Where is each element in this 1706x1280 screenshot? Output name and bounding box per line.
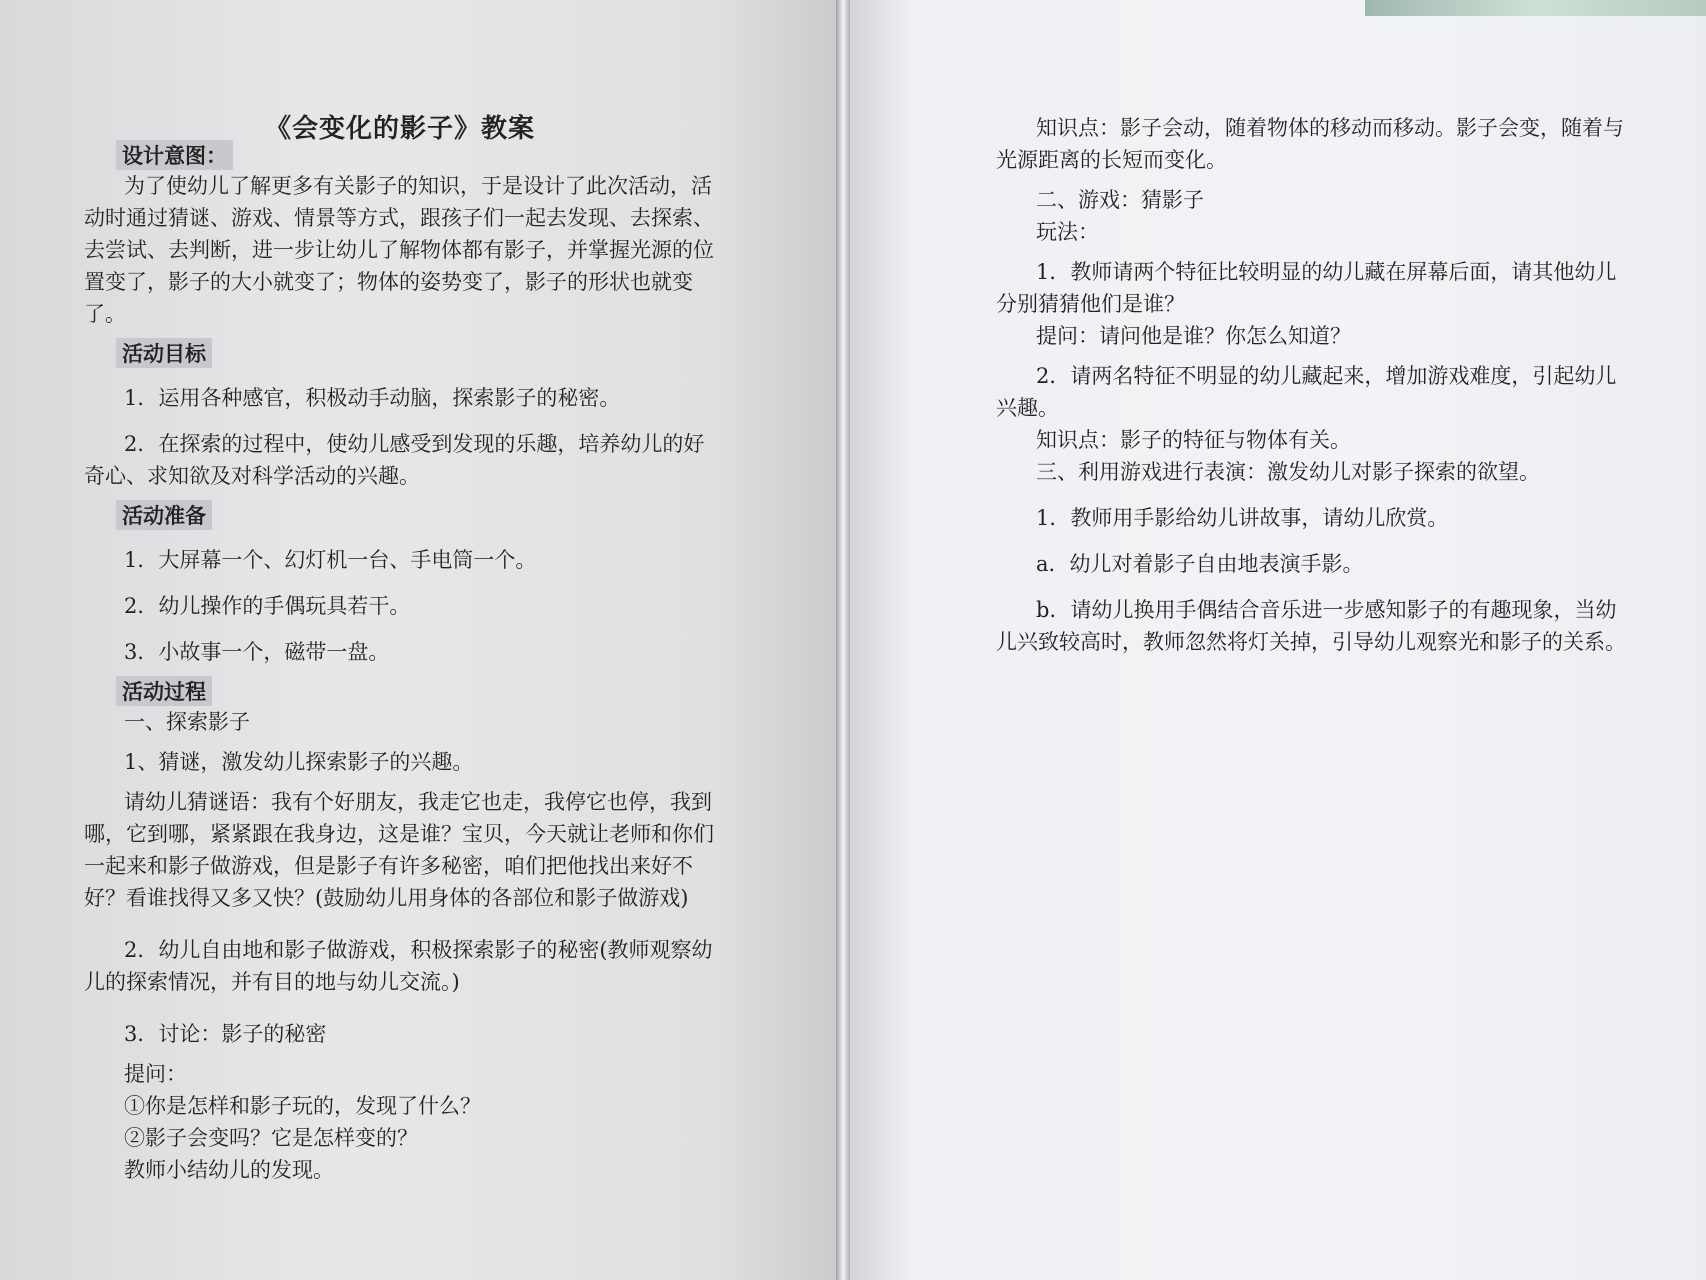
knowledge-point-1: 知识点：影子会动，随着物体的移动而移动。影子会变，随着与光源距离的长短而变化。	[996, 116, 1624, 172]
prep-item-1: 1．大屏幕一个、幻灯机一台、手电筒一个。	[124, 548, 537, 572]
heading-activity-prep: 活动准备	[116, 500, 212, 530]
process-step-3: 3．讨论：影子的秘密	[124, 1022, 327, 1046]
section-performance: 三、利用游戏进行表演：激发幼儿对影子探索的欲望。	[1036, 460, 1540, 484]
play-rule-1: 1．教师请两个特征比较明显的幼儿藏在屏幕后面，请其他幼儿分别猜猜他们是谁？	[996, 260, 1617, 316]
teacher-summary: 教师小结幼儿的发现。	[124, 1158, 334, 1182]
play-rule-2: 2．请两名特征不明显的幼儿藏起来，增加游戏难度，引起幼儿兴趣。	[996, 364, 1617, 420]
document-title: 《会变化的影子》教案	[265, 114, 536, 144]
performance-item-b: b．请幼儿换用手偶结合音乐进一步感知影子的有趣现象，当幼儿兴致较高时，教师忽然将灯关掉，引导幼儿观察光和影子的关系。	[996, 598, 1626, 654]
prep-item-3: 3．小故事一个，磁带一盘。	[124, 640, 390, 664]
heading-activity-goals: 活动目标	[116, 338, 212, 368]
background-strip	[1365, 0, 1706, 16]
question-label: 提问：	[124, 1062, 187, 1086]
heading-activity-process: 活动过程	[116, 676, 212, 706]
question-2: ②影子会变吗？它是怎样变的？	[124, 1126, 418, 1150]
prep-item-2: 2．幼儿操作的手偶玩具若干。	[124, 594, 411, 618]
riddle-paragraph: 请幼儿猜谜语：我有个好朋友，我走它也走，我停它也停，我到哪，它到哪，紧紧跟在我身边，这是谁？宝贝，今天就让老师和你们一起来和影子做游戏，但是影子有许多秘密，咱们把他找出来好不好？看谁找得又多又快？(鼓励幼儿用身体的各部位和影子做游戏)	[84, 790, 714, 910]
performance-item-1: 1．教师用手影给幼儿讲故事，请幼儿欣赏。	[1036, 506, 1449, 530]
section-explore-shadow: 一、探索影子	[124, 710, 250, 734]
right-column	[996, 112, 1636, 658]
question-1: ①你是怎样和影子玩的，发现了什么？	[124, 1094, 481, 1118]
play-label: 玩法：	[1036, 220, 1099, 244]
heading-design-intent: 设计意图：	[116, 140, 233, 170]
goal-item-2: 2．在探索的过程中，使幼儿感受到发现的乐趣，培养幼儿的好奇心、求知欲及对科学活动的兴趣。	[84, 432, 705, 488]
design-intent-paragraph: 为了使幼儿了解更多有关影子的知识，于是设计了此次活动，活动时通过猜谜、游戏、情景等方式，跟孩子们一起去发现、去探索、去尝试、去判断，进一步让幼儿了解物体都有影子，并掌握光源的位置变了，影子的大小就变了；物体的姿势变了，影子的形状也就变了。	[84, 174, 714, 326]
process-step-1: 1、猜谜，激发幼儿探索影子的兴趣。	[124, 750, 474, 774]
play-question: 提问：请问他是谁？你怎么知道？	[1036, 324, 1351, 348]
left-column	[84, 140, 724, 1186]
book-spine	[836, 0, 850, 1280]
performance-item-a: a．幼儿对着影子自由地表演手影。	[1036, 552, 1364, 576]
section-guess-shadow: 二、游戏：猜影子	[1036, 188, 1204, 212]
goal-item-1: 1．运用各种感官，积极动手动脑，探索影子的秘密。	[124, 386, 621, 410]
knowledge-point-2: 知识点：影子的特征与物体有关。	[1036, 428, 1351, 452]
process-step-2: 2．幼儿自由地和影子做游戏，积极探索影子的秘密(教师观察幼儿的探索情况，并有目的地与幼儿交流。)	[84, 938, 713, 994]
